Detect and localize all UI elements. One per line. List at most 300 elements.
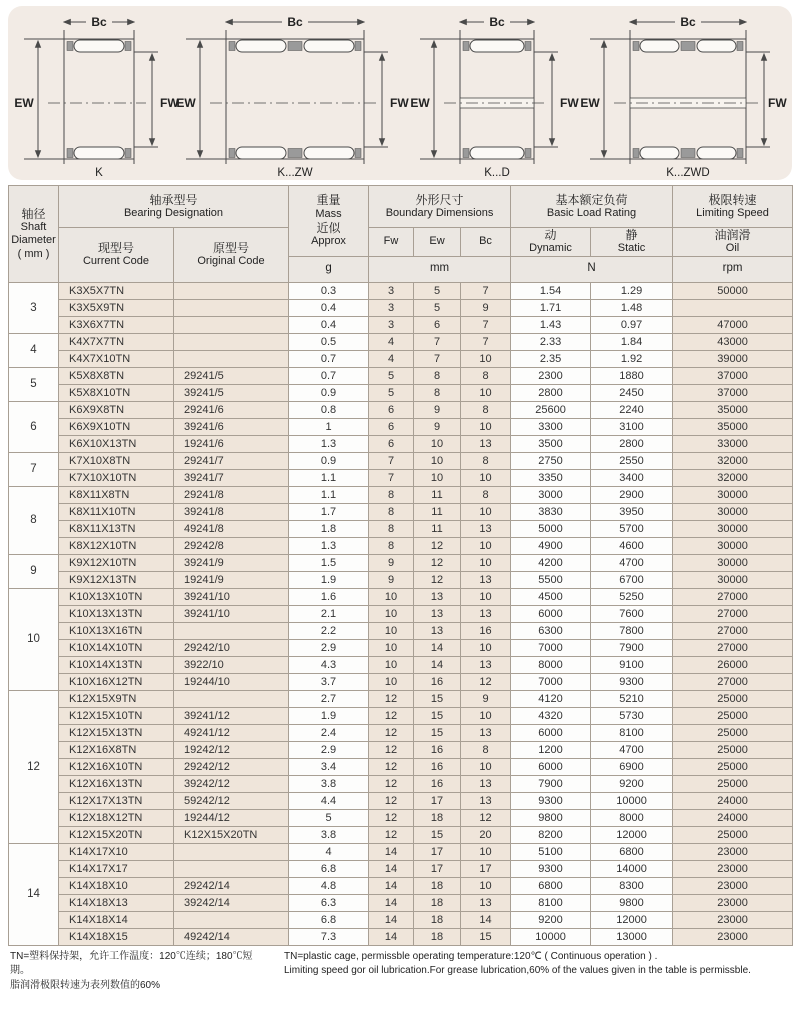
header-boundary-en: Boundary Dimensions (385, 207, 494, 220)
cell-bc: 10 (461, 554, 511, 571)
cell-stat: 8000 (591, 809, 673, 826)
bearing-diagrams-svg (8, 6, 792, 180)
dim-label-ew: EW (14, 96, 34, 110)
cell-current: K6X9X8TN (59, 401, 174, 418)
cell-bc: 10 (461, 588, 511, 605)
cell-current: K9X12X10TN (59, 554, 174, 571)
cell-stat: 13000 (591, 928, 673, 945)
cell-ew: 13 (414, 588, 461, 605)
table-row (9, 333, 793, 350)
cell-dyn: 1.43 (511, 316, 591, 333)
cell-current: K14X18X10 (59, 877, 174, 894)
cell-ew: 9 (414, 401, 461, 418)
cell-dyn: 8000 (511, 656, 591, 673)
cell-ew: 13 (414, 605, 461, 622)
cell-original: 19244/12 (174, 809, 289, 826)
table-row (9, 860, 793, 877)
diagram-K...ZWD (580, 15, 787, 179)
cell-mass: 2.9 (289, 741, 369, 758)
cell-bc: 13 (461, 605, 511, 622)
cell-speed: 37000 (673, 367, 793, 384)
cell-speed: 30000 (673, 571, 793, 588)
cell-mass: 1.9 (289, 707, 369, 724)
cell-mass: 1.3 (289, 537, 369, 554)
cell-original: 49241/8 (174, 520, 289, 537)
cell-fw: 10 (369, 622, 414, 639)
cell-ew: 16 (414, 775, 461, 792)
cell-bc: 13 (461, 656, 511, 673)
cell-bc: 10 (461, 503, 511, 520)
cell-dyn: 1200 (511, 741, 591, 758)
cell-stat: 4700 (591, 741, 673, 758)
cell-dyn: 3350 (511, 469, 591, 486)
cell-current: K5X8X10TN (59, 384, 174, 401)
cell-original: 3922/10 (174, 656, 289, 673)
header-shaft-unit: ( mm ) (17, 247, 50, 260)
header-mass (289, 186, 369, 257)
header-original-zh: 原型号 (213, 241, 250, 255)
cell-bc: 10 (461, 537, 511, 554)
cell-stat: 14000 (591, 860, 673, 877)
cell-mass: 6.8 (289, 860, 369, 877)
dim-label-bc: Bc (680, 15, 696, 29)
cell-bc: 8 (461, 741, 511, 758)
cell-fw: 12 (369, 690, 414, 707)
cell-fw: 8 (369, 537, 414, 554)
cell-stat: 8100 (591, 724, 673, 741)
cell-fw: 8 (369, 503, 414, 520)
diagram-K...D (410, 15, 579, 179)
cell-current: K3X5X9TN (59, 299, 174, 316)
cell-bc: 9 (461, 690, 511, 707)
cell-ew: 9 (414, 418, 461, 435)
cell-dyn: 5000 (511, 520, 591, 537)
cell-current: K4X7X7TN (59, 333, 174, 350)
cell-current: K14X18X13 (59, 894, 174, 911)
cell-current: K14X18X14 (59, 911, 174, 928)
cell-ew: 10 (414, 452, 461, 469)
cell-bc: 17 (461, 860, 511, 877)
header-shaft-diameter (9, 186, 59, 283)
table-row (9, 605, 793, 622)
cell-bc: 16 (461, 622, 511, 639)
cell-current: K12X15X20TN (59, 826, 174, 843)
header-ew: Ew (414, 228, 461, 257)
cell-ew: 6 (414, 316, 461, 333)
header-current-zh: 现型号 (97, 241, 134, 255)
header-mass-en: Mass (315, 207, 342, 220)
cell-mass: 4 (289, 843, 369, 860)
cell-speed: 35000 (673, 418, 793, 435)
footnotes (10, 950, 790, 994)
cell-speed: 32000 (673, 469, 793, 486)
cell-speed: 24000 (673, 792, 793, 809)
cell-dyn: 5500 (511, 571, 591, 588)
cell-stat: 1.48 (591, 299, 673, 316)
cell-stat: 6800 (591, 843, 673, 860)
cell-current: K12X17X13TN (59, 792, 174, 809)
cell-mass: 0.4 (289, 316, 369, 333)
table-row (9, 299, 793, 316)
cell-dyn: 2.35 (511, 350, 591, 367)
cell-dyn: 6000 (511, 605, 591, 622)
cell-current: K9X12X13TN (59, 571, 174, 588)
cell-dyn: 10000 (511, 928, 591, 945)
header-static-zh: 静 (625, 228, 638, 242)
table-row (9, 894, 793, 911)
cell-ew: 18 (414, 928, 461, 945)
cell-original: 19241/6 (174, 435, 289, 452)
cell-bc: 7 (461, 333, 511, 350)
cell-current: K8X11X8TN (59, 486, 174, 503)
cell-bc: 9 (461, 299, 511, 316)
header-oil (673, 228, 793, 257)
cell-current: K7X10X10TN (59, 469, 174, 486)
header-oil-en: Oil (725, 242, 740, 255)
cell-bc: 10 (461, 877, 511, 894)
cell-ew: 15 (414, 707, 461, 724)
cell-ew: 17 (414, 792, 461, 809)
cell-shaft-diameter: 14 (9, 843, 59, 945)
cell-fw: 3 (369, 316, 414, 333)
header-shaft-zh: 轴径 (21, 206, 46, 221)
cell-current: K4X7X10TN (59, 350, 174, 367)
header-limiting-speed (673, 186, 793, 228)
table-row (9, 792, 793, 809)
cell-current: K5X8X8TN (59, 367, 174, 384)
cell-mass: 7.3 (289, 928, 369, 945)
cell-original: 29242/10 (174, 639, 289, 656)
cell-fw: 14 (369, 928, 414, 945)
cell-speed: 23000 (673, 928, 793, 945)
dim-label-fw: FW (390, 96, 409, 110)
cell-stat: 7800 (591, 622, 673, 639)
table-row (9, 401, 793, 418)
table-row (9, 622, 793, 639)
cell-stat: 12000 (591, 911, 673, 928)
cell-original: 39241/9 (174, 554, 289, 571)
cell-speed: 27000 (673, 639, 793, 656)
table-row (9, 367, 793, 384)
header-boundary-dimensions (369, 186, 511, 228)
cell-original: 49242/14 (174, 928, 289, 945)
cell-fw: 9 (369, 571, 414, 588)
diagram-label: K (95, 167, 103, 179)
cell-current: K12X16X13TN (59, 775, 174, 792)
header-shaft-en1: Shaft (20, 221, 47, 234)
table-row (9, 656, 793, 673)
cell-ew: 15 (414, 690, 461, 707)
cell-shaft-diameter: 3 (9, 282, 59, 333)
cell-dyn: 6800 (511, 877, 591, 894)
cell-ew: 13 (414, 622, 461, 639)
cell-fw: 8 (369, 520, 414, 537)
cell-original: 39241/8 (174, 503, 289, 520)
cell-fw: 7 (369, 469, 414, 486)
cell-fw: 12 (369, 724, 414, 741)
table-row (9, 928, 793, 945)
cell-ew: 10 (414, 435, 461, 452)
cell-current: K6X10X13TN (59, 435, 174, 452)
cell-dyn: 3000 (511, 486, 591, 503)
cell-bc: 10 (461, 758, 511, 775)
cell-original (174, 843, 289, 860)
cell-fw: 6 (369, 418, 414, 435)
cell-speed: 25000 (673, 741, 793, 758)
cell-dyn: 3500 (511, 435, 591, 452)
cell-stat: 1.92 (591, 350, 673, 367)
cell-mass: 0.7 (289, 350, 369, 367)
cell-stat: 9200 (591, 775, 673, 792)
footnote-zh-line1: TN=塑料保持架，允许工作温度：120℃连续；180℃短期。 (10, 950, 253, 977)
cell-original: 29241/7 (174, 452, 289, 469)
cell-ew: 14 (414, 656, 461, 673)
cell-current: K14X17X17 (59, 860, 174, 877)
cell-fw: 12 (369, 758, 414, 775)
cell-stat: 9800 (591, 894, 673, 911)
cell-dyn: 6000 (511, 724, 591, 741)
header-fw: Fw (369, 228, 414, 257)
table-row (9, 639, 793, 656)
cell-ew: 11 (414, 486, 461, 503)
cell-speed: 26000 (673, 656, 793, 673)
cell-fw: 4 (369, 333, 414, 350)
cell-shaft-diameter: 4 (9, 333, 59, 367)
header-bearing-designation (59, 186, 289, 228)
cell-current: K10X16X12TN (59, 673, 174, 690)
cell-original (174, 350, 289, 367)
cell-dyn: 1.71 (511, 299, 591, 316)
cell-bc: 7 (461, 282, 511, 299)
cell-fw: 10 (369, 605, 414, 622)
cell-stat: 6700 (591, 571, 673, 588)
cell-current: K7X10X8TN (59, 452, 174, 469)
cell-shaft-diameter: 5 (9, 367, 59, 401)
header-speed-zh: 极限转速 (708, 192, 757, 207)
cell-stat: 5700 (591, 520, 673, 537)
cell-shaft-diameter: 8 (9, 486, 59, 554)
cell-mass: 2.1 (289, 605, 369, 622)
bearing-diagrams-panel (8, 6, 792, 180)
cell-ew: 12 (414, 554, 461, 571)
cell-ew: 7 (414, 333, 461, 350)
cell-bc: 13 (461, 792, 511, 809)
table-row (9, 469, 793, 486)
cell-current: K10X13X16TN (59, 622, 174, 639)
cell-mass: 2.2 (289, 622, 369, 639)
table-body (9, 282, 793, 945)
cell-speed: 23000 (673, 894, 793, 911)
cell-fw: 8 (369, 486, 414, 503)
cell-mass: 2.7 (289, 690, 369, 707)
header-current-code (59, 228, 174, 283)
cell-stat: 7600 (591, 605, 673, 622)
cell-fw: 3 (369, 299, 414, 316)
cell-speed: 30000 (673, 537, 793, 554)
cell-shaft-diameter: 6 (9, 401, 59, 452)
cell-bc: 14 (461, 911, 511, 928)
cell-fw: 12 (369, 741, 414, 758)
cell-bc: 20 (461, 826, 511, 843)
cell-speed: 23000 (673, 877, 793, 894)
footnote-chinese (10, 950, 272, 994)
cell-bc: 10 (461, 639, 511, 656)
table-header (9, 186, 793, 283)
cell-mass: 0.9 (289, 384, 369, 401)
cell-bc: 7 (461, 316, 511, 333)
cell-stat: 3400 (591, 469, 673, 486)
cell-fw: 4 (369, 350, 414, 367)
cell-mass: 1.1 (289, 486, 369, 503)
cell-current: K12X18X12TN (59, 809, 174, 826)
header-approx-zh: 近似 (316, 220, 341, 235)
cell-shaft-diameter: 12 (9, 690, 59, 843)
cell-stat: 4600 (591, 537, 673, 554)
table-row (9, 673, 793, 690)
cell-mass: 6.3 (289, 894, 369, 911)
cell-original: 39242/14 (174, 894, 289, 911)
cell-speed: 25000 (673, 724, 793, 741)
cell-fw: 12 (369, 826, 414, 843)
cell-dyn: 4200 (511, 554, 591, 571)
cell-speed (673, 299, 793, 316)
header-dynamic (511, 228, 591, 257)
cell-mass: 0.9 (289, 452, 369, 469)
cell-stat: 10000 (591, 792, 673, 809)
cell-fw: 12 (369, 792, 414, 809)
cell-mass: 4.8 (289, 877, 369, 894)
cell-ew: 17 (414, 843, 461, 860)
table-row (9, 282, 793, 299)
table-row (9, 571, 793, 588)
cell-mass: 1.7 (289, 503, 369, 520)
cell-mass: 4.3 (289, 656, 369, 673)
cell-mass: 3.8 (289, 775, 369, 792)
cell-mass: 1.5 (289, 554, 369, 571)
cell-stat: 1.29 (591, 282, 673, 299)
cell-dyn: 7000 (511, 673, 591, 690)
cell-ew: 14 (414, 639, 461, 656)
header-load-unit: N (511, 256, 673, 282)
cell-dyn: 2300 (511, 367, 591, 384)
diagram-label: K...ZWD (666, 167, 710, 179)
cell-speed: 24000 (673, 809, 793, 826)
cell-stat: 3100 (591, 418, 673, 435)
header-oil-zh: 油润滑 (714, 228, 751, 242)
cell-fw: 10 (369, 656, 414, 673)
table-row (9, 418, 793, 435)
dim-label-fw: FW (560, 96, 579, 110)
cell-stat: 8300 (591, 877, 673, 894)
cell-dyn: 2.33 (511, 333, 591, 350)
cell-stat: 5250 (591, 588, 673, 605)
cell-original: 19241/9 (174, 571, 289, 588)
table-row (9, 520, 793, 537)
table-row (9, 775, 793, 792)
cell-fw: 12 (369, 707, 414, 724)
table-row (9, 537, 793, 554)
cell-dyn: 3300 (511, 418, 591, 435)
cell-bc: 10 (461, 707, 511, 724)
table-row (9, 741, 793, 758)
cell-bc: 10 (461, 843, 511, 860)
cell-dyn: 9300 (511, 860, 591, 877)
cell-stat: 9100 (591, 656, 673, 673)
dim-label-bc: Bc (489, 15, 505, 29)
cell-original (174, 860, 289, 877)
cell-bc: 12 (461, 809, 511, 826)
cell-speed: 30000 (673, 503, 793, 520)
cell-speed: 25000 (673, 690, 793, 707)
cell-dyn: 7000 (511, 639, 591, 656)
cell-mass: 1.9 (289, 571, 369, 588)
cell-mass: 2.4 (289, 724, 369, 741)
cell-original: 39242/12 (174, 775, 289, 792)
header-dynamic-en: Dynamic (529, 242, 572, 255)
cell-current: K8X12X10TN (59, 537, 174, 554)
cell-fw: 14 (369, 894, 414, 911)
cell-ew: 8 (414, 367, 461, 384)
cell-bc: 8 (461, 452, 511, 469)
cell-ew: 18 (414, 877, 461, 894)
cell-bc: 13 (461, 520, 511, 537)
header-static (591, 228, 673, 257)
cell-mass: 0.7 (289, 367, 369, 384)
cell-stat: 4700 (591, 554, 673, 571)
cell-stat: 5210 (591, 690, 673, 707)
cell-stat: 2450 (591, 384, 673, 401)
cell-fw: 14 (369, 843, 414, 860)
cell-ew: 8 (414, 384, 461, 401)
cell-original: 39241/12 (174, 707, 289, 724)
cell-original: 59242/12 (174, 792, 289, 809)
cell-dyn: 7900 (511, 775, 591, 792)
cell-original: 29241/5 (174, 367, 289, 384)
table-row (9, 503, 793, 520)
cell-original (174, 333, 289, 350)
cell-bc: 15 (461, 928, 511, 945)
cell-fw: 6 (369, 401, 414, 418)
cell-ew: 18 (414, 894, 461, 911)
cell-shaft-diameter: 9 (9, 554, 59, 588)
cell-stat: 2900 (591, 486, 673, 503)
cell-stat: 3950 (591, 503, 673, 520)
cell-current: K12X15X13TN (59, 724, 174, 741)
dim-label-ew: EW (176, 96, 196, 110)
cell-speed: 27000 (673, 588, 793, 605)
cell-original: 39241/7 (174, 469, 289, 486)
header-load-en: Basic Load Rating (546, 207, 637, 220)
header-mass-unit: g (289, 256, 369, 282)
header-dynamic-zh: 动 (544, 228, 557, 242)
cell-original (174, 622, 289, 639)
cell-speed: 50000 (673, 282, 793, 299)
cell-current: K10X14X10TN (59, 639, 174, 656)
cell-mass: 0.5 (289, 333, 369, 350)
cell-fw: 6 (369, 435, 414, 452)
diagram-label: K...ZW (277, 167, 313, 179)
diagram-label: K...D (484, 167, 510, 179)
cell-dyn: 4900 (511, 537, 591, 554)
table-row (9, 690, 793, 707)
header-original-code (174, 228, 289, 283)
cell-current: K6X9X10TN (59, 418, 174, 435)
cell-bc: 13 (461, 571, 511, 588)
cell-dyn: 6000 (511, 758, 591, 775)
cell-bc: 13 (461, 724, 511, 741)
cell-speed: 25000 (673, 826, 793, 843)
cell-ew: 7 (414, 350, 461, 367)
